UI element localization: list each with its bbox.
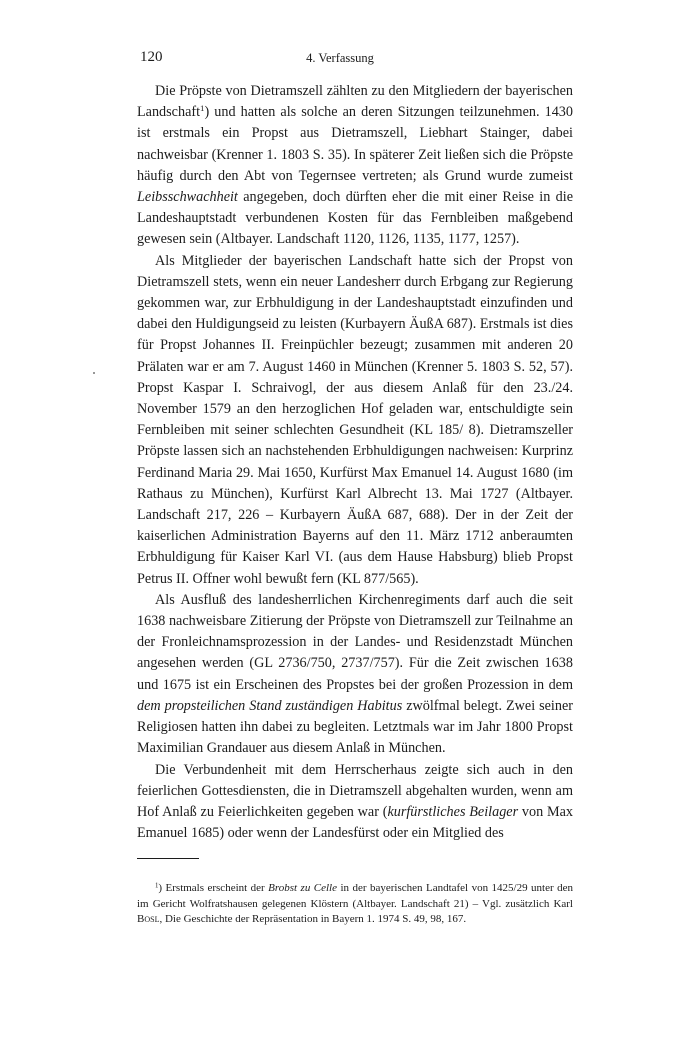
quoted-term: Leibsschwachheit [137, 189, 238, 206]
quoted-term: dem propsteilichen Stand zuständigen Habitus [137, 697, 403, 714]
footnote-marker: 1 [155, 882, 159, 890]
body-text [137, 81, 573, 844]
page-number: 120 [140, 49, 163, 65]
paragraph-3: Als Ausfluß des landesherrlichen Kirchenregiments darf auch die seit 1638 nachweisbare Zitierung der Pröpste von Dietramszell zur Teilnahme an der Fronleichnamsprozession in der Landes- und Residenzstadt München angesehen werden (GL 2736/750, 2737/757). Für die Zeit zwischen 1638 und 1675 ist ein Erscheinen des Propstes bei der großen Prozession in dem dem propsteilichen Stand zuständigen Habitus zwölfmal belegt. Zwei seiner Religiosen hatten ihn dabei zu begleiten. Letztmals war im Jahr 1800 Propst Maximilian Grandauer aus diesem Anlaß in München. [137, 591, 573, 757]
paragraph-2: Als Mitglieder der bayerischen Landschaft hatte sich der Propst von Dietramszell stets, wenn ein neuer Landesherr durch Erbgang zur Regierung gekommen war, zur Erbhuldigung in der Landeshauptstadt einzufinden und dabei den Huldigungseid zu leisten (Kurbayern ÄußA 687). Erstmals ist dies für Propst Johannes II. Freinpüchler bezeugt; zusammen mit anderen 20 Prälaten war er am 7. August 1460 in München (Krenner 5. 1803 S. 52, 57). Propst Kaspar I. Schraivogl, der aus diesem Anlaß für den 23./24. November 1579 an den herzoglichen Hof geladen war, entschuldigte sein Fernbleiben mit seiner schlechten Gesundheit (KL 185/ 8). Dietramszeller Pröpste lassen sich an nachstehenden Erbhuldigungen nachweisen: Kurprinz Ferdinand Maria 29. Mai 1650, Kurfürst Max Emanuel 14. August 1680 (im Rathaus zu München), Kurfürst Karl Albrecht 13. Mai 1727 (Altbayer. Landschaft 217, 226 – Kurbayern ÄußA 687, 688). Der in der Zeit der kaiserlichen Administration Bayerns auf den 11. März 1712 anberaumten Erbhuldigung für Kaiser Karl VI. (aus dem Hause Habsburg) blieb Propst Petrus II. Offner wohl bewußt fern (KL 877/565). [137, 252, 573, 587]
footnote-reference: 1 [200, 103, 205, 114]
margin-mark [93, 372, 95, 374]
author-name: Bosl [137, 913, 160, 925]
quoted-term: kurfürstliches Beilager [387, 803, 519, 820]
quoted-term: Brobst zu Celle [268, 882, 337, 894]
footnote-divider [137, 858, 199, 859]
footnote: $^1$) Erstmals erscheint der Brobst zu Celle in der bayerischen Landtafel von 1425/29 unter den im Gericht Wolfratshausen gelegenen Klöstern (Altbayer. Landschaft 21) – Vgl. zusätzlich Karl Bosl, Die Geschichte der Repräsentation in Bayern 1. 1974 S. 49, 98, 167. [137, 882, 573, 925]
paragraph-4: Die Verbundenheit mit dem Herrscherhaus zeigte sich auch in den feierlichen Gottesdiensten, die in Dietramszell abgehalten wurden, wenn am Hof Anlaß zu Feierlichkeiten gegeben war (kurfürstliches Beilager von Max Emanuel 1685) oder wenn der Landesfürst oder ein Mitglied des [137, 761, 573, 842]
paragraph-1: Die Pröpste von Dietramszell zählten zu den Mitgliedern der bayerischen Landschaft$^1$) und hatten als solche an deren Sitzungen teilzunehmen. 1430 ist erstmals ein Propst aus Dietramszell, Liebhart Stainger, dabei nachweisbar (Krenner 1. 1803 S. 35). In späterer Zeit ließen sich die Pröpste häufig durch den Abt von Tegernsee vertreten; als Grund wurde zumeist Leibsschwachheit angegeben, doch dürften eher die mit einer Reise in die Landeshauptstadt verbundenen Kosten für das Fernbleiben maßgebend gewesen sein (Altbayer. Landschaft 1120, 1126, 1135, 1177, 1257). [137, 83, 573, 248]
running-head: 4. Verfassung [306, 51, 374, 65]
